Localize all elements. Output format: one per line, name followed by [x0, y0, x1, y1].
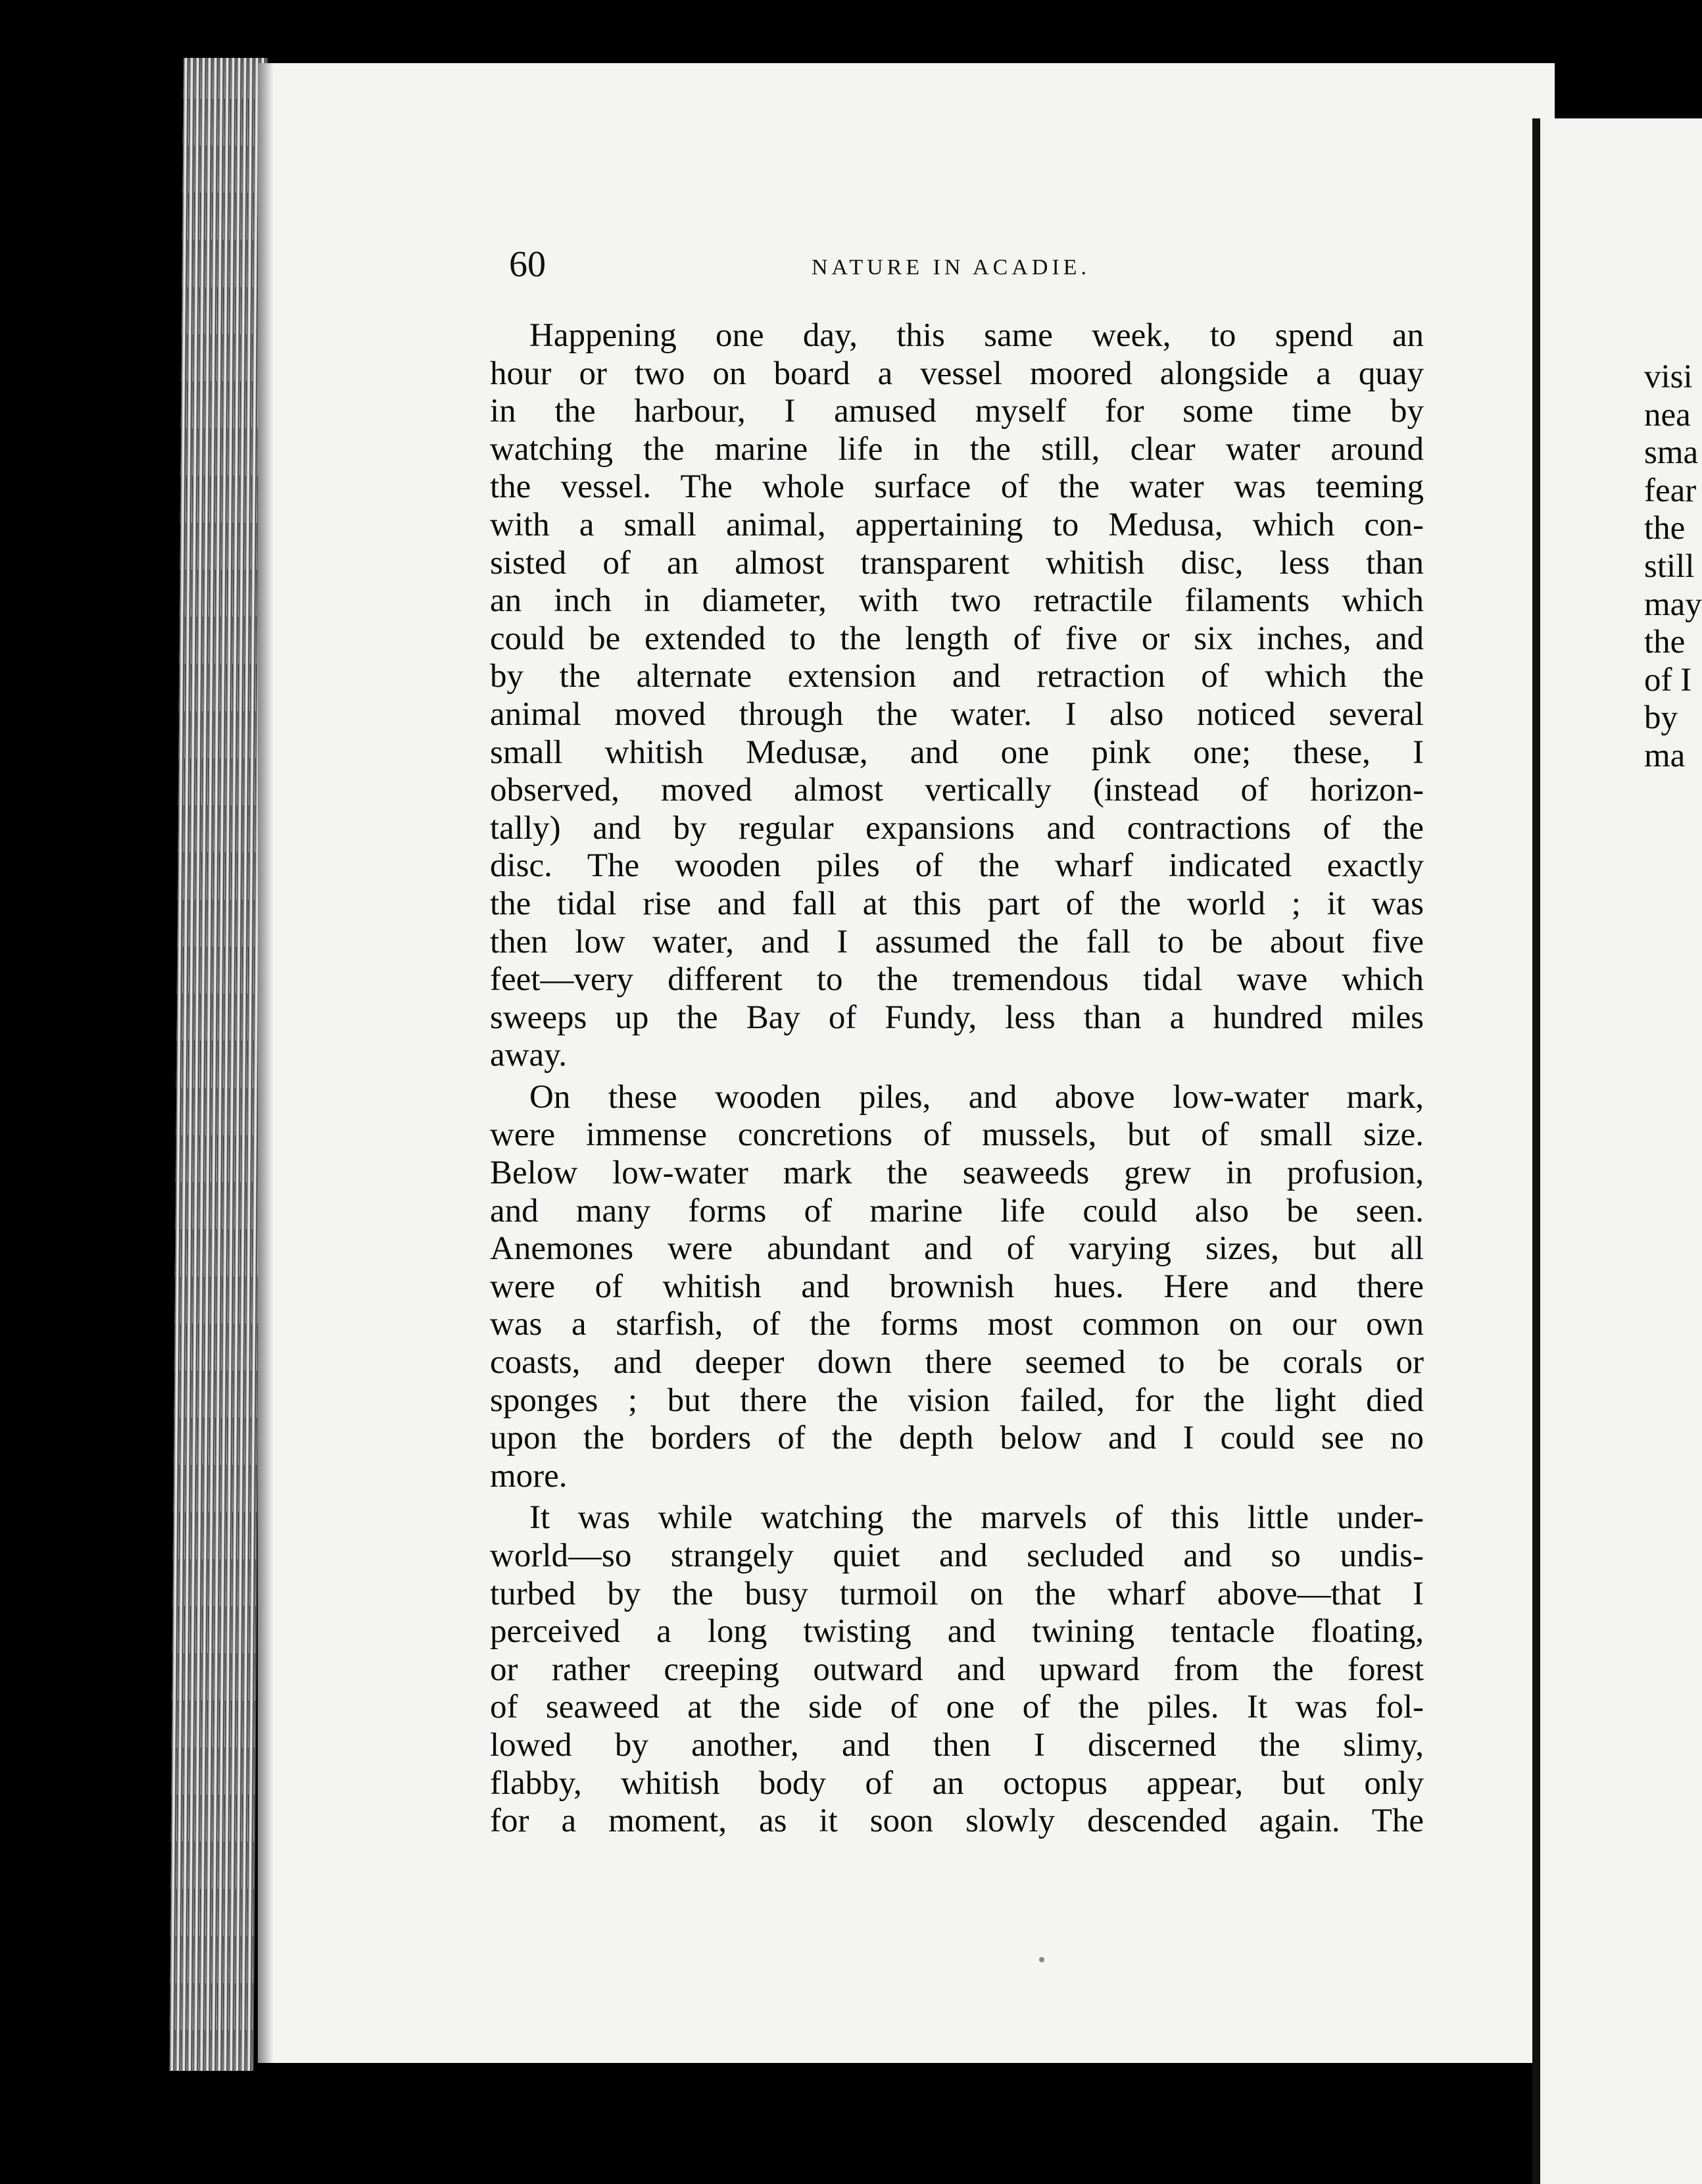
text-line: Anemones were abundant and of varying sizes, but all: [490, 1230, 1424, 1268]
text-line: tally) and by regular expansions and contractions of the: [490, 809, 1424, 847]
text-line: hour or two on board a vessel moored alongside a quay: [490, 355, 1424, 392]
running-head: NATURE IN ACADIE.: [812, 255, 1091, 280]
text-line: coasts, and deeper down there seemed to be corals or: [490, 1344, 1424, 1381]
facing-line: nea: [1644, 396, 1691, 434]
text-line: for a moment, as it soon slowly descended again. The: [490, 1802, 1424, 1840]
book-page-edges: [169, 58, 267, 2071]
facing-line: by: [1644, 699, 1678, 737]
text-line: the vessel. The whole surface of the water was teeming: [490, 468, 1424, 506]
text-line: animal moved through the water. I also noticed several: [490, 695, 1424, 733]
facing-line: still: [1644, 547, 1695, 585]
facing-line: the: [1644, 510, 1686, 547]
text-line: and many forms of marine life could also be seen.: [490, 1192, 1424, 1229]
text-line: were immense concretions of mussels, but of small size.: [490, 1116, 1424, 1154]
text-line: by the alternate extension and retraction of which the: [490, 658, 1424, 695]
text-line: were of whitish and brownish hues. Here and there: [490, 1268, 1424, 1305]
text-line: sweeps up the Bay of Fundy, less than a hundred miles: [490, 999, 1424, 1036]
text-line: the tidal rise and fall at this part of the world ; it was: [490, 885, 1424, 922]
ink-speck: [1039, 1957, 1044, 1962]
text-line: Happening one day, this same week, to spend an: [529, 317, 1424, 354]
body-text: [490, 317, 1424, 1841]
facing-line: of I: [1644, 661, 1692, 699]
text-line: in the harbour, I amused myself for some time by: [490, 393, 1424, 430]
text-line: turbed by the busy turmoil on the wharf above—that I: [490, 1575, 1424, 1612]
facing-line: ma: [1644, 737, 1686, 774]
page-header: [509, 243, 1167, 296]
text-line: It was while watching the marvels of this little under-: [529, 1499, 1424, 1537]
text-line: could be extended to the length of five or six inches, and: [490, 620, 1424, 657]
facing-line: may: [1644, 585, 1702, 623]
text-line: perceived a long twisting and twining tentacle floating,: [490, 1613, 1424, 1650]
text-line: with a small animal, appertaining to Medusa, which con-: [490, 506, 1424, 543]
text-line: sponges ; but there the vision failed, for the light died: [490, 1381, 1424, 1419]
facing-line: fear: [1644, 472, 1697, 509]
text-line: was a starfish, of the forms most common on our own: [490, 1306, 1424, 1343]
text-line: On these wooden piles, and above low-water mark,: [529, 1078, 1424, 1116]
text-line: then low water, and I assumed the fall to be about five: [490, 923, 1424, 960]
text-line: more.: [490, 1457, 568, 1495]
facing-line: sma: [1644, 434, 1699, 472]
text-line: disc. The wooden piles of the wharf indicated exactly: [490, 847, 1424, 885]
text-line: Below low-water mark the seaweeds grew in profusion,: [490, 1154, 1424, 1192]
text-line: flabby, whitish body of an octopus appear, but only: [490, 1764, 1424, 1802]
text-line: sisted of an almost transparent whitish disc, less than: [490, 544, 1424, 582]
text-line: upon the borders of the depth below and I could see no: [490, 1420, 1424, 1457]
text-line: or rather creeping outward and upward from the forest: [490, 1650, 1424, 1688]
text-line: observed, moved almost vertically (instead of horizon-: [490, 772, 1424, 809]
facing-page-text: [1644, 359, 1702, 776]
facing-line: visi: [1644, 359, 1693, 395]
text-line: of seaweed at the side of one of the piles. It was fol-: [490, 1689, 1424, 1726]
text-line: away.: [490, 1037, 568, 1074]
text-line: feet—very different to the tremendous tidal wave which: [490, 961, 1424, 999]
text-line: an inch in diameter, with two retractile filaments which: [490, 582, 1424, 620]
facing-line: the: [1644, 624, 1686, 661]
text-line: world—so strangely quiet and secluded and so undis-: [490, 1537, 1424, 1574]
text-line: small whitish Medusæ, and one pink one; these, I: [490, 733, 1424, 771]
text-line: lowed by another, and then I discerned the slimy,: [490, 1726, 1424, 1764]
page-number: 60: [509, 244, 546, 285]
text-line: watching the marine life in the still, clear water around: [490, 430, 1424, 468]
